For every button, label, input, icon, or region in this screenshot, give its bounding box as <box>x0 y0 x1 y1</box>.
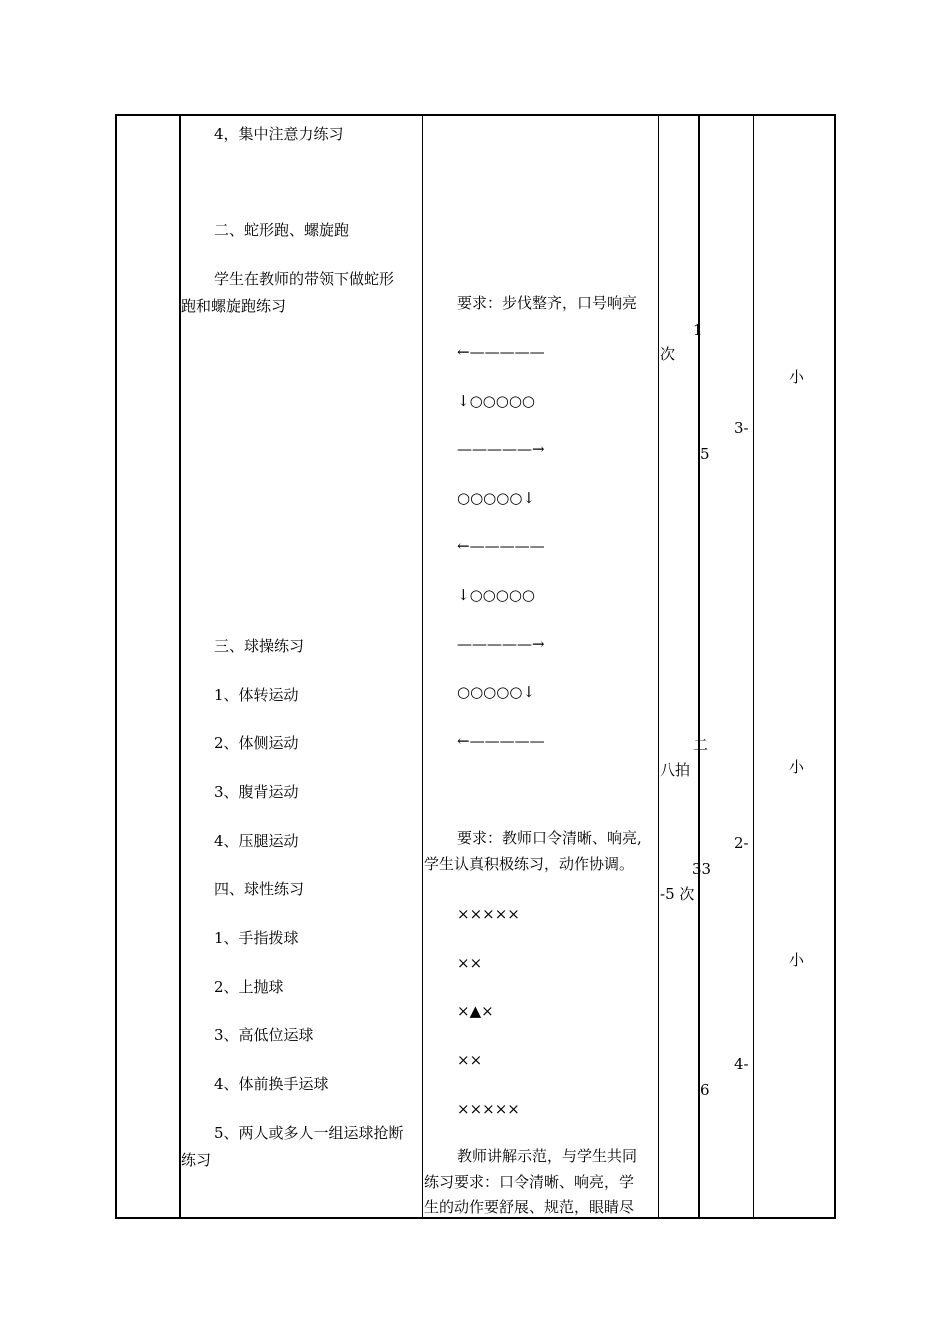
times-value: 二 <box>693 736 709 754</box>
list-item: 2、上抛球 <box>214 978 284 996</box>
times-value: 1 <box>693 321 703 339</box>
requirement-text: 练习要求：口令清晰、响亮，学 <box>424 1173 635 1191</box>
column-divider-1 <box>179 114 181 1219</box>
table-right-border <box>834 114 836 1219</box>
column-divider-3 <box>658 114 659 1219</box>
column-divider-5 <box>753 114 754 1219</box>
section-description-line: 学生在教师的带领下做蛇形 <box>214 270 395 288</box>
list-item: 3、腹背运动 <box>214 783 299 801</box>
list-item: 4、压腿运动 <box>214 832 299 850</box>
times-value: 33 <box>692 860 712 878</box>
times-value: -5 次 <box>660 885 695 903</box>
section-heading-snake-run: 二、蛇形跑、螺旋跑 <box>214 221 350 239</box>
requirement-text: 教师讲解示范，与学生共同 <box>457 1147 638 1165</box>
list-item: 2、体侧运动 <box>214 734 299 752</box>
list-item: 练习 <box>181 1151 212 1169</box>
formation-line: ×× <box>457 954 483 972</box>
duration-value: 3- <box>734 419 749 437</box>
intensity-value: 小 <box>789 758 805 776</box>
list-item: 1、体转运动 <box>214 686 299 704</box>
duration-value: 4- <box>734 1055 749 1073</box>
times-value: 6 <box>700 1081 710 1099</box>
run-pattern-line: ←————— <box>457 732 545 750</box>
column-divider-2 <box>422 114 423 1219</box>
run-pattern-line: ○○○○○↓ <box>457 489 536 507</box>
table-bottom-border <box>115 1217 836 1219</box>
list-item: 1、手指拨球 <box>214 929 299 947</box>
duration-value: 2- <box>734 834 749 852</box>
requirement-text: 要求：教师口令清晰、响亮, <box>457 829 642 847</box>
run-pattern-line: ↓○○○○○ <box>457 586 536 604</box>
list-item: 5、两人或多人一组运球抢断 <box>214 1124 404 1142</box>
intensity-value: 小 <box>789 368 805 386</box>
requirement-text: 学生认真积极练习，动作协调。 <box>424 855 635 873</box>
table-left-border <box>115 114 117 1219</box>
content-item-attention: 4，集中注意力练习 <box>214 125 344 143</box>
times-value: 八拍 <box>660 761 691 779</box>
section-heading-ball-feel: 四、球性练习 <box>214 880 305 898</box>
times-value: 5 <box>700 445 710 463</box>
formation-line: ×▲× <box>457 1002 494 1020</box>
requirement-text: 要求：步伐整齐，口号响亮 <box>457 294 638 312</box>
run-pattern-line: ○○○○○↓ <box>457 683 536 701</box>
table-top-border <box>115 114 836 116</box>
requirement-text: 生的动作要舒展、规范，眼睛尽 <box>424 1198 635 1216</box>
times-value: 次 <box>660 345 676 363</box>
intensity-value: 小 <box>789 951 805 969</box>
section-description-line: 跑和螺旋跑练习 <box>181 297 287 315</box>
column-divider-4 <box>698 114 700 1219</box>
section-heading-ball-exercise: 三、球操练习 <box>214 637 305 655</box>
run-pattern-line: ↓○○○○○ <box>457 392 536 410</box>
run-pattern-line: —————→ <box>457 440 545 458</box>
list-item: 4、体前换手运球 <box>214 1075 329 1093</box>
list-item: 3、高低位运球 <box>214 1026 314 1044</box>
formation-line: ××××× <box>457 1100 520 1118</box>
run-pattern-line: ←————— <box>457 537 545 555</box>
run-pattern-line: —————→ <box>457 635 545 653</box>
formation-line: ×× <box>457 1051 483 1069</box>
run-pattern-line: ←————— <box>457 343 545 361</box>
formation-line: ××××× <box>457 905 520 923</box>
